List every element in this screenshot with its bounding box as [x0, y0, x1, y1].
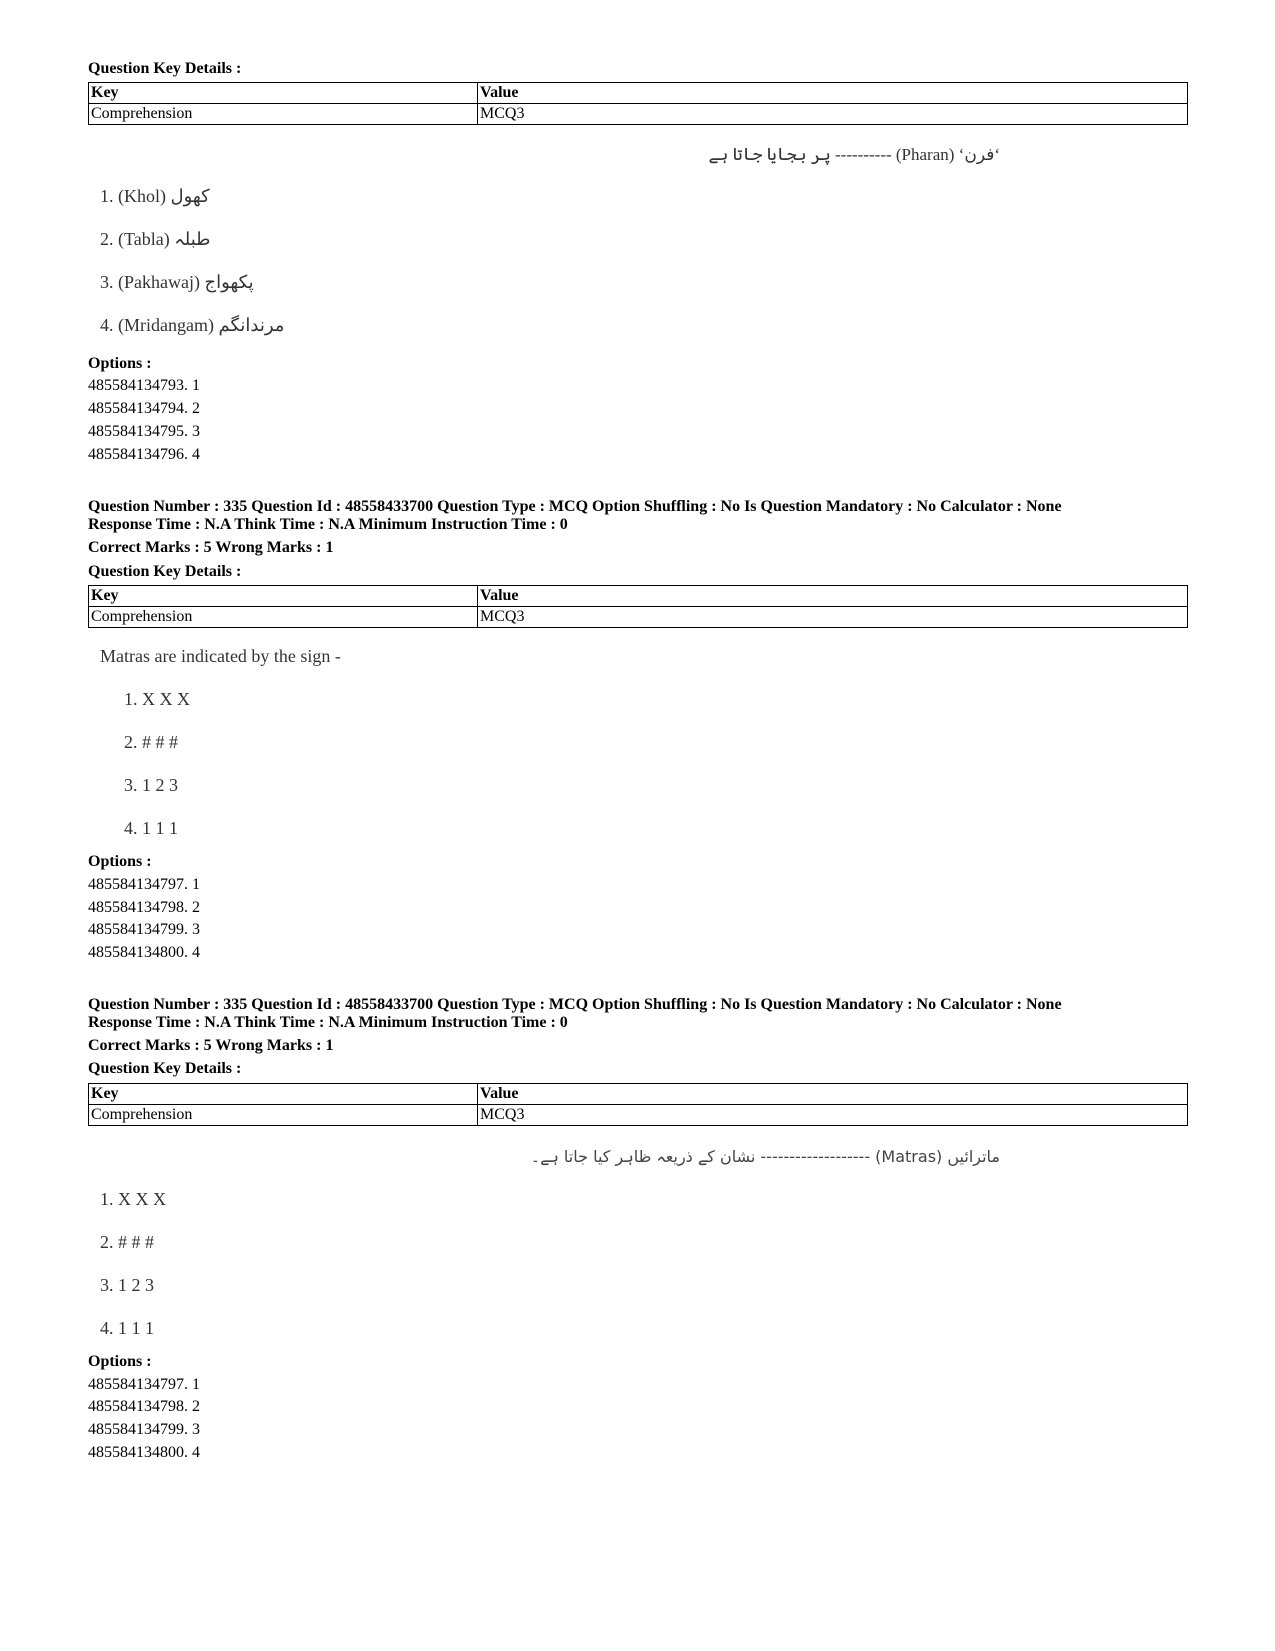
choice-2: 2. # # # — [124, 732, 178, 752]
marks-line: Correct Marks : 5 Wrong Marks : 1 — [88, 1037, 334, 1054]
key-details-label: Question Key Details : — [88, 60, 242, 77]
choice-1: 1. X X X — [124, 689, 190, 709]
table-header-key: Key — [89, 1084, 478, 1105]
table-header-row — [89, 586, 1188, 607]
question-text: ماترائیں (Matras) ------------------- نشان کے ذریعہ ظاہر کیا جاتا ہے۔ — [530, 1147, 1000, 1166]
table-row — [89, 104, 1188, 125]
option-item: 485584134793. 1 — [88, 377, 200, 394]
option-item: 485584134799. 3 — [88, 921, 200, 938]
question-text: Matras are indicated by the sign - — [100, 646, 341, 666]
option-item: 485584134798. 2 — [88, 1398, 200, 1415]
key-details-label: Question Key Details : — [88, 1060, 242, 1077]
key-details-table — [88, 585, 1188, 628]
choice-3: 3. (Pakhawaj) پکھواج — [100, 272, 254, 292]
question-meta-line2: Response Time : N.A Think Time : N.A Minimum Instruction Time : 0 — [88, 516, 568, 533]
choice-4: 4. 1 1 1 — [100, 1318, 154, 1338]
choice-1: 1. X X X — [100, 1189, 166, 1209]
option-item: 485584134800. 4 — [88, 1444, 200, 1461]
table-header-key: Key — [89, 586, 478, 607]
option-item: 485584134794. 2 — [88, 400, 200, 417]
options-label: Options : — [88, 853, 152, 870]
options-label: Options : — [88, 355, 152, 372]
option-item: 485584134799. 3 — [88, 1421, 200, 1438]
option-item: 485584134796. 4 — [88, 446, 200, 463]
table-cell-value: MCQ3 — [478, 104, 1188, 125]
choice-4: 4. (Mridangam) مرندانگم — [100, 315, 285, 335]
choice-4: 4. 1 1 1 — [124, 818, 178, 838]
table-header-row — [89, 83, 1188, 104]
options-label: Options : — [88, 1353, 152, 1370]
table-header-row — [89, 1084, 1188, 1105]
table-cell-value: MCQ3 — [478, 1105, 1188, 1126]
choice-3: 3. 1 2 3 — [124, 775, 178, 795]
option-item: 485584134797. 1 — [88, 876, 200, 893]
table-header-value: Value — [478, 83, 1188, 104]
table-row — [89, 607, 1188, 628]
table-cell-key: Comprehension — [89, 1105, 478, 1126]
table-cell-key: Comprehension — [89, 104, 478, 125]
question-meta-line2: Response Time : N.A Think Time : N.A Minimum Instruction Time : 0 — [88, 1014, 568, 1031]
table-header-key: Key — [89, 83, 478, 104]
table-header-value: Value — [478, 586, 1188, 607]
question-meta-line1: Question Number : 335 Question Id : 48558433700 Question Type : MCQ Option Shuffling : No Is Question Mandatory : No Calculator : None — [88, 996, 1062, 1013]
table-header-value: Value — [478, 1084, 1188, 1105]
choice-2: 2. (Tabla) طبلہ — [100, 229, 211, 249]
key-details-table — [88, 1083, 1188, 1126]
question-meta-line1: Question Number : 335 Question Id : 48558433700 Question Type : MCQ Option Shuffling : No Is Question Mandatory : No Calculator : None — [88, 498, 1062, 515]
key-details-table — [88, 82, 1188, 125]
choice-1: 1. (Khol) کھول — [100, 186, 210, 206]
table-cell-key: Comprehension — [89, 607, 478, 628]
option-item: 485584134800. 4 — [88, 944, 200, 961]
question-text: ‘فرن‘ (Pharan) ---------- پر بجایا جاتا ہے — [708, 145, 1000, 164]
choice-2: 2. # # # — [100, 1232, 154, 1252]
choice-3: 3. 1 2 3 — [100, 1275, 154, 1295]
option-item: 485584134795. 3 — [88, 423, 200, 440]
marks-line: Correct Marks : 5 Wrong Marks : 1 — [88, 539, 334, 556]
table-row — [89, 1105, 1188, 1126]
table-cell-value: MCQ3 — [478, 607, 1188, 628]
option-item: 485584134798. 2 — [88, 899, 200, 916]
key-details-label: Question Key Details : — [88, 563, 242, 580]
option-item: 485584134797. 1 — [88, 1376, 200, 1393]
